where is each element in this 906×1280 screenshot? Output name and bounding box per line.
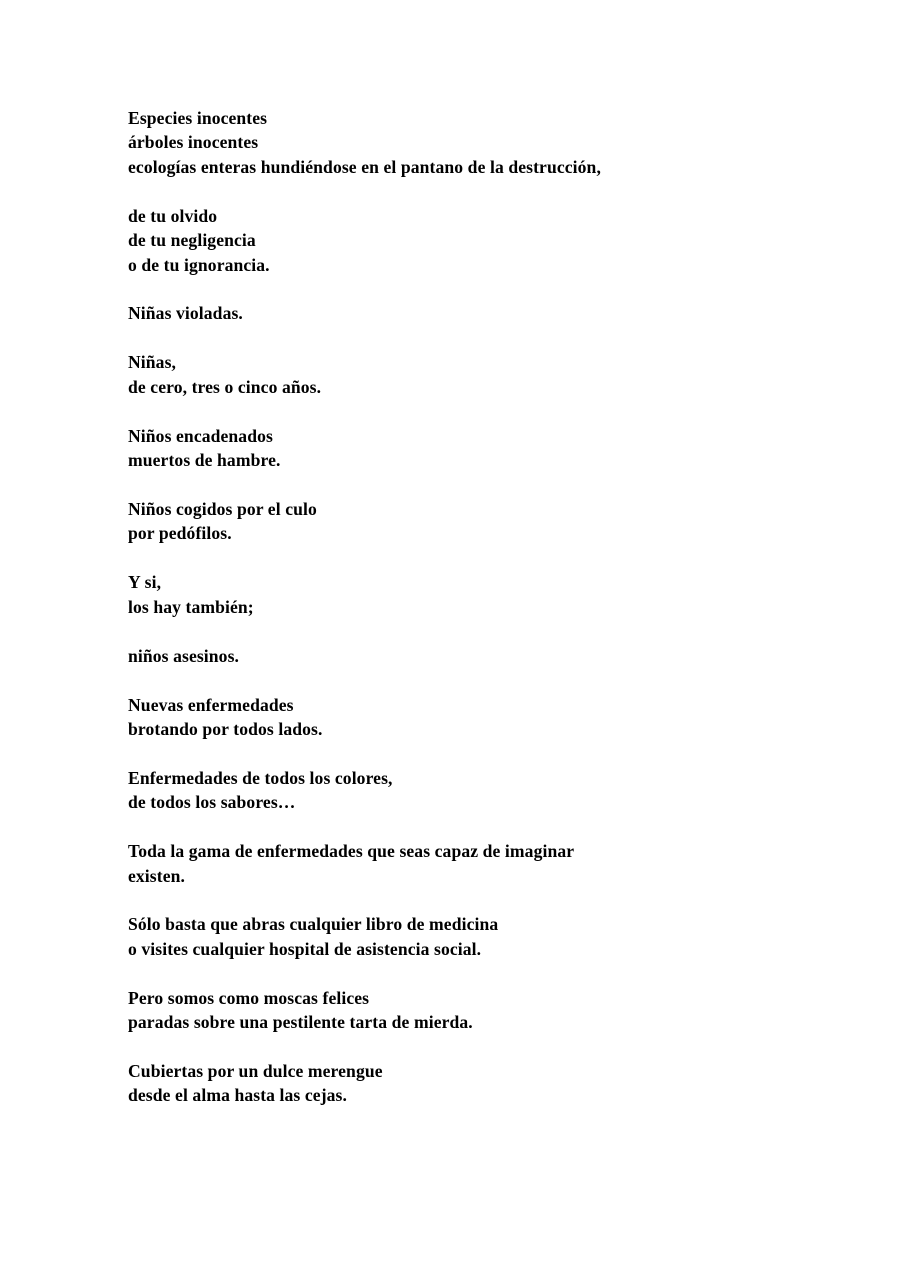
stanza	[128, 644, 828, 668]
stanza	[128, 766, 828, 815]
poem-line: Cubiertas por un dulce merengue	[128, 1061, 383, 1082]
stanza	[128, 986, 828, 1035]
poem-body	[128, 106, 828, 1108]
poem-line: muertos de hambre.	[128, 450, 281, 471]
stanza	[128, 301, 828, 325]
stanza	[128, 912, 828, 961]
poem-line: de tu negligencia	[128, 230, 256, 251]
stanza	[128, 424, 828, 473]
poem-line: Niñas,	[128, 352, 177, 373]
stanza	[128, 839, 828, 888]
poem-line: o visites cualquier hospital de asistencia social.	[128, 938, 482, 959]
poem-line: de todos los sabores…	[128, 792, 296, 813]
poem-line: Y si,	[128, 572, 162, 593]
poem-line: Toda la gama de enfermedades que seas capaz de imaginar	[128, 841, 575, 862]
poem-line: los hay también;	[128, 596, 254, 617]
poem-line: Nuevas enfermedades	[128, 694, 294, 715]
poem-line: Niñas violadas.	[128, 303, 243, 324]
poem-line: ecologías enteras hundiéndose en el pantano de la destrucción,	[128, 156, 601, 177]
poem-line: Pero somos como moscas felices	[128, 987, 370, 1008]
poem-line: Especies inocentes	[128, 108, 268, 128]
poem-line: brotando por todos lados.	[128, 718, 323, 739]
stanza	[128, 204, 828, 277]
poem-line: niños asesinos.	[128, 645, 240, 666]
poem-line: Sólo basta que abras cualquier libro de medicina	[128, 914, 499, 935]
stanza	[128, 1059, 828, 1108]
poem-line: Niños cogidos por el culo	[128, 498, 317, 519]
poem-line: de cero, tres o cinco años.	[128, 376, 322, 397]
poem-line: o de tu ignorancia.	[128, 254, 270, 275]
stanza	[128, 497, 828, 546]
poem-line: por pedófilos.	[128, 523, 232, 544]
stanza	[128, 570, 828, 619]
stanza	[128, 106, 828, 179]
poem-line: desde el alma hasta las cejas.	[128, 1085, 347, 1106]
poem-line: Niños encadenados	[128, 425, 273, 446]
poem-line: paradas sobre una pestilente tarta de mierda.	[128, 1012, 473, 1033]
poem-line: árboles inocentes	[128, 132, 259, 153]
poem-line: existen.	[128, 865, 185, 886]
poem-line: de tu olvido	[128, 205, 218, 226]
poem-line: Enfermedades de todos los colores,	[128, 767, 393, 788]
stanza	[128, 693, 828, 742]
stanza	[128, 350, 828, 399]
